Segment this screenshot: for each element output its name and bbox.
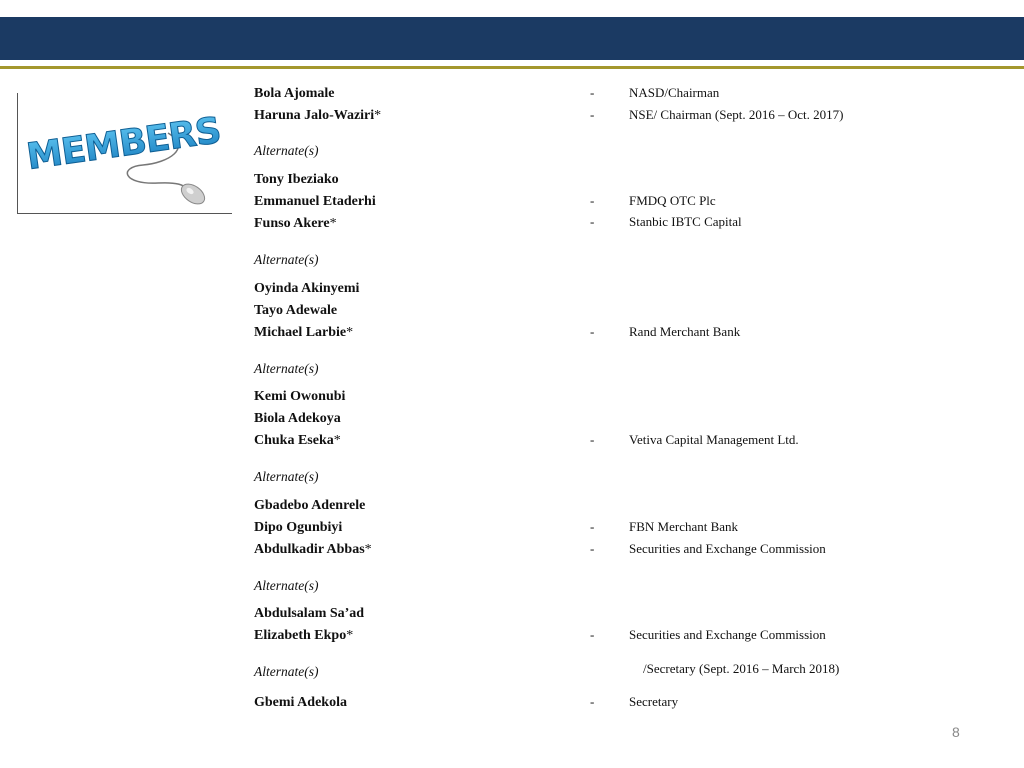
member-row <box>0 411 1024 431</box>
member-asterisk: * <box>374 108 382 123</box>
separator-dash: - <box>590 627 595 642</box>
member-name-text: Tony Ibeziako <box>254 172 339 187</box>
member-name <box>254 216 337 232</box>
member-name-text: Gbadebo Adenrele <box>254 498 366 513</box>
member-name <box>254 86 335 102</box>
page-number: 8 <box>952 724 960 740</box>
separator-dash: - <box>590 541 595 556</box>
separator-dash: - <box>590 85 595 100</box>
member-name-text: Dipo Ogunbiyi <box>254 520 343 535</box>
member-organization: FBN Merchant Bank <box>629 519 739 534</box>
member-row <box>0 194 1024 214</box>
separator-dash: - <box>590 214 595 229</box>
member-name-text: Tayo Adewale <box>254 303 338 318</box>
alternates-row <box>0 469 1024 489</box>
separator-dash: - <box>590 519 595 534</box>
member-name <box>254 606 364 622</box>
alternates-row <box>0 143 1024 163</box>
member-name-text: Bola Ajomale <box>254 86 335 101</box>
member-name <box>254 172 339 188</box>
member-name <box>254 695 347 711</box>
member-row <box>0 281 1024 301</box>
member-organization: Rand Merchant Bank <box>629 324 741 339</box>
member-asterisk: * <box>329 216 337 231</box>
member-name <box>254 325 353 341</box>
member-row <box>0 172 1024 192</box>
member-organization: NSE/ Chairman (Sept. 2016 – Oct. 2017) <box>629 107 844 122</box>
member-organization: /Secretary (Sept. 2016 – March 2018) <box>643 661 840 676</box>
separator-dash: - <box>590 193 595 208</box>
member-name-text: Abdulkadir Abbas <box>254 542 365 557</box>
member-name-text: Chuka Eseka <box>254 433 334 448</box>
alternates-label: Alternate(s) <box>254 361 319 376</box>
member-asterisk: * <box>364 542 372 557</box>
member-row <box>0 606 1024 626</box>
member-row <box>0 216 1024 236</box>
member-name-text: Abdulsalam Sa’ad <box>254 606 365 621</box>
separator-dash: - <box>590 432 595 447</box>
member-asterisk: * <box>346 325 354 340</box>
member-name <box>254 194 376 210</box>
member-row <box>0 433 1024 453</box>
member-name <box>254 281 359 297</box>
member-asterisk: * <box>333 433 341 448</box>
member-organization: FMDQ OTC Plc <box>629 193 716 208</box>
members-logo-text: MEMBERS <box>24 110 223 178</box>
member-name <box>254 542 372 558</box>
separator-dash: - <box>590 324 595 339</box>
member-name <box>254 628 353 644</box>
member-row <box>0 498 1024 518</box>
alternates-label: Alternate(s) <box>254 578 319 593</box>
alternates-row <box>0 252 1024 272</box>
member-name-text: Kemi Owonubi <box>254 389 346 404</box>
member-row <box>0 695 1024 715</box>
member-name <box>254 498 365 514</box>
member-organization: Secretary <box>629 694 679 709</box>
member-row <box>0 86 1024 106</box>
member-organization: Securities and Exchange Commission <box>629 541 826 556</box>
member-name-text: Oyinda Akinyemi <box>254 281 360 296</box>
member-name-text: Elizabeth Ekpo <box>254 628 347 643</box>
member-name-text: Michael Larbie <box>254 325 347 340</box>
member-name-text: Biola Adekoya <box>254 411 341 426</box>
separator-dash: - <box>590 107 595 122</box>
alternates-label: Alternate(s) <box>254 664 319 679</box>
member-row <box>0 325 1024 345</box>
member-name <box>254 389 345 405</box>
member-name-text: Funso Akere <box>254 216 330 231</box>
alternates-row <box>0 578 1024 598</box>
member-name-text: Gbemi Adekola <box>254 695 347 710</box>
alternates-row <box>0 661 1024 684</box>
member-organization: Securities and Exchange Commission <box>629 627 826 642</box>
member-name <box>254 520 342 536</box>
member-name <box>254 433 341 449</box>
member-name <box>254 108 381 124</box>
member-name-text: Haruna Jalo-Waziri <box>254 108 375 123</box>
member-row <box>0 542 1024 562</box>
alternates-label: Alternate(s) <box>254 143 319 158</box>
member-organization: Vetiva Capital Management Ltd. <box>629 432 799 447</box>
alternates-label: Alternate(s) <box>254 469 319 484</box>
member-name <box>254 303 337 319</box>
member-row <box>0 628 1024 648</box>
member-organization: NASD/Chairman <box>629 85 720 100</box>
member-name-text: Emmanuel Etaderhi <box>254 194 376 209</box>
alternates-row <box>0 361 1024 381</box>
member-row <box>0 108 1024 128</box>
alternates-label: Alternate(s) <box>254 252 319 267</box>
member-row <box>0 520 1024 540</box>
member-name <box>254 411 341 427</box>
separator-dash: - <box>590 694 595 709</box>
member-row <box>0 389 1024 409</box>
member-asterisk: * <box>346 628 354 643</box>
member-row <box>0 303 1024 323</box>
member-organization: Stanbic IBTC Capital <box>629 214 742 229</box>
